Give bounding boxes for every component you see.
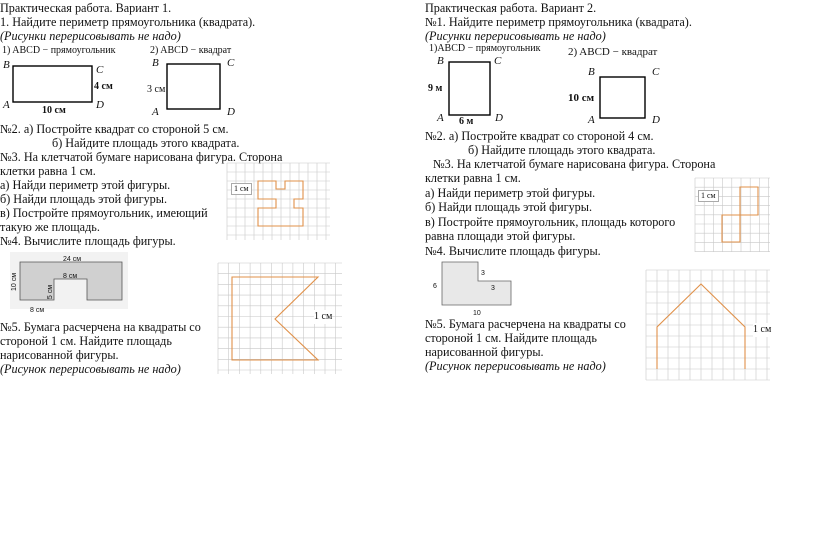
v1-fig2-caption: 2) ABCD − квадрат bbox=[150, 45, 232, 56]
v1-task3-c: в) Постройте прямоугольник, имеющий bbox=[0, 206, 208, 220]
v1-task3-unit: 1 см bbox=[231, 183, 252, 195]
v1-fig1-right-dim: 4 см bbox=[94, 81, 113, 92]
v1-task4-left-dim: 10 см bbox=[11, 272, 19, 292]
v2-task4-notch-h: 3 bbox=[481, 270, 485, 277]
v2-task3-b: б) Найди площадь этой фигуры. bbox=[425, 200, 593, 214]
v2-task1-note: (Рисунки перерисовывать не надо) bbox=[425, 29, 606, 43]
v2-task4-bottom-dim: 10 bbox=[473, 310, 481, 317]
v1-fig2-A: A bbox=[152, 106, 159, 118]
v2-task3-c: в) Постройте прямоугольник, площадь которого bbox=[425, 215, 676, 229]
v1-task2b: б) Найдите площадь этого квадрата. bbox=[52, 136, 240, 150]
v1-fig2-B: B bbox=[152, 57, 159, 69]
v1-task4-mid-dim: 8 см bbox=[63, 273, 78, 280]
v1-task4-notch-dim: 5 см bbox=[47, 284, 55, 300]
v2-task4: №4. Вычислите площадь фигуры. bbox=[425, 244, 601, 258]
v2-fig1-B: B bbox=[437, 55, 444, 67]
v2-fig1-A: A bbox=[437, 112, 444, 124]
v1-fig1-C: C bbox=[96, 64, 104, 76]
v2-fig2-B: B bbox=[588, 66, 595, 78]
v1-task4-bottom-dim: 8 см bbox=[30, 307, 45, 314]
v2-task4-left-dim: 6 bbox=[433, 283, 437, 290]
v1-fig1-D: D bbox=[96, 99, 104, 111]
v1-task3-b: б) Найди площадь этой фигуры. bbox=[0, 192, 168, 206]
v1-fig1-bottom-dim: 10 см bbox=[42, 105, 66, 116]
v1-fig1-B: B bbox=[3, 59, 10, 71]
v1-fig2-C: C bbox=[227, 57, 235, 69]
v1-fig2-D: D bbox=[227, 106, 235, 118]
v2-task2a: №2. а) Постройте квадрат со стороной 4 см. bbox=[425, 129, 654, 143]
v2-fig2-left-dim: 10 см bbox=[568, 92, 595, 104]
v2-fig2-C: C bbox=[652, 66, 660, 78]
v2-task2b: б) Найдите площадь этого квадрата. bbox=[468, 143, 656, 157]
v1-task3: №3. На клетчатой бумаге нарисована фигура. Сторона bbox=[0, 150, 283, 164]
v2-task5-note: (Рисунок перерисовывать не надо) bbox=[425, 359, 606, 373]
v2-task3-a: а) Найди периметр этой фигуры. bbox=[425, 186, 596, 200]
v2-fig2-D: D bbox=[652, 114, 660, 126]
v2-fig2-A: A bbox=[588, 114, 595, 126]
v1-title: Практическая работа. Вариант 1. bbox=[0, 1, 172, 15]
v1-task4-top-dim: 24 см bbox=[63, 256, 82, 263]
v1-task4: №4. Вычислите площадь фигуры. bbox=[0, 234, 176, 248]
v2-fig2-caption: 2) ABCD − квадрат bbox=[568, 46, 658, 58]
v2-fig1-bottom-dim: 6 м bbox=[459, 116, 474, 127]
v1-task3-a: а) Найди периметр этой фигуры. bbox=[0, 178, 171, 192]
v2-task5c: нарисованной фигуры. bbox=[425, 345, 544, 359]
v2-task3: №3. На клетчатой бумаге нарисована фигура. Сторона bbox=[433, 157, 716, 171]
v1-task1-note: (Рисунки перерисовывать не надо) bbox=[0, 29, 181, 43]
v2-task1: №1. Найдите периметр прямоугольника (квадрата). bbox=[425, 15, 692, 29]
v1-task3b: клетки равна 1 см. bbox=[0, 164, 96, 178]
v1-fig1-caption: 1) ABCD − прямоугольник bbox=[2, 45, 116, 56]
v1-task2a: №2. а) Постройте квадрат со стороной 5 см. bbox=[0, 122, 229, 136]
v1-task1: 1. Найдите периметр прямоугольника (квадрата). bbox=[0, 15, 256, 29]
v2-task5-unit: 1 см bbox=[753, 324, 772, 335]
v1-task5-note: (Рисунок перерисовывать не надо) bbox=[0, 362, 181, 376]
v1-fig2-left-dim: 3 см bbox=[147, 84, 166, 95]
v2-fig1-D: D bbox=[495, 112, 503, 124]
v2-task3-unit: 1 см bbox=[698, 190, 719, 202]
v1-task5c: нарисованной фигуры. bbox=[0, 348, 119, 362]
v2-title: Практическая работа. Вариант 2. bbox=[425, 1, 597, 15]
v2-task3-c2: равна площади этой фигуры. bbox=[425, 229, 576, 243]
v2-task4-notch-w: 3 bbox=[491, 285, 495, 292]
v2-task5b: стороной 1 см. Найдите площадь bbox=[425, 331, 597, 345]
v2-fig1-C: C bbox=[494, 55, 502, 67]
v2-task3b: клетки равна 1 см. bbox=[425, 171, 521, 185]
v2-fig1-left-dim: 9 м bbox=[428, 83, 443, 94]
v1-task5: №5. Бумага расчерчена на квадраты со bbox=[0, 320, 201, 334]
v1-task3-c2: такую же площадь. bbox=[0, 220, 100, 234]
v1-task5-unit: 1 см bbox=[314, 311, 333, 322]
v2-fig1-caption: 1)ABCD − прямоугольник bbox=[429, 43, 541, 54]
v2-task5: №5. Бумага расчерчена на квадраты со bbox=[425, 317, 626, 331]
v1-task5b: стороной 1 см. Найдите площадь bbox=[0, 334, 172, 348]
v1-fig1-A: A bbox=[3, 99, 10, 111]
